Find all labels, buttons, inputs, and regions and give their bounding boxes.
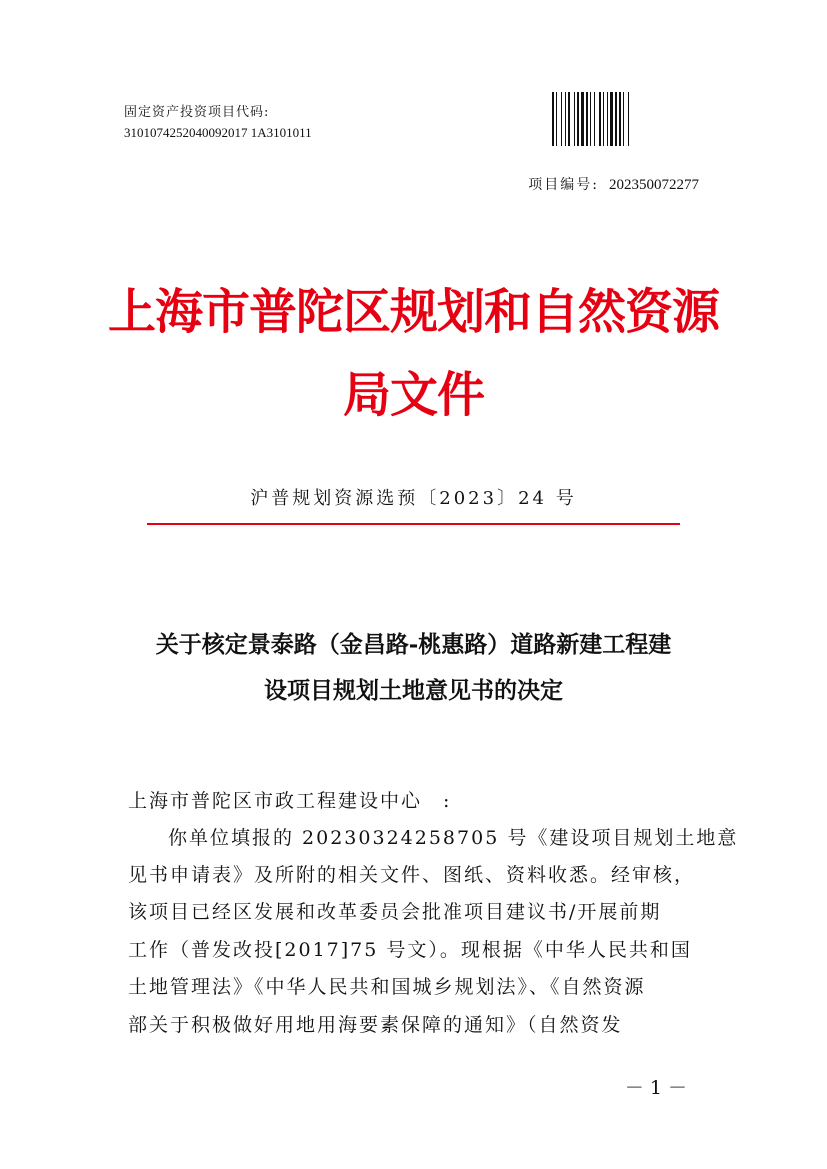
body-line: 工作（普发改投[2017]75 号文）。现根据《中华人民共和国 [128, 939, 692, 961]
issuer-title-line2: 局文件 [342, 367, 484, 423]
project-number [528, 174, 699, 194]
body-line: 部关于积极做好用地用海要素保障的通知》（自然资发 [128, 1014, 623, 1036]
issuer-title-line1: 上海市普陀区规划和自然资源 [107, 284, 719, 340]
investment-code-label: 固定资产投资项目代码: [124, 105, 270, 120]
page-number [0, 1073, 827, 1100]
body-line: 该项目已经区发展和改革委员会批准项目建议书/开展前期 [128, 901, 662, 923]
project-number-value: 202350072277 [609, 177, 699, 193]
body-line: 见书申请表》及所附的相关文件、图纸、资料收悉。经审核， [128, 864, 696, 886]
document-number: 沪普规划资源选预〔2023〕24 号 [250, 488, 577, 509]
red-divider [147, 523, 680, 525]
project-number-label: 项目编号: [528, 177, 599, 193]
barcode-icon [552, 92, 690, 146]
subject-line2: 设项目规划土地意见书的决定 [264, 677, 563, 704]
page-number-text: － 1 － [624, 1077, 687, 1099]
body-line: 土地管理法》《中华人民共和国城乡规划法》、《自然资源 [128, 976, 646, 998]
body-line: 你单位填报的 20230324258705 号《建设项目规划土地意 [168, 827, 739, 849]
subject-line1: 关于核定景泰路（金昌路-桃惠路）道路新建工程建 [155, 631, 672, 658]
investment-code-value: 3101074252040092017 1A3101011 [124, 125, 312, 140]
addressee: 上海市普陀区市政工程建设中心 : [128, 790, 452, 812]
